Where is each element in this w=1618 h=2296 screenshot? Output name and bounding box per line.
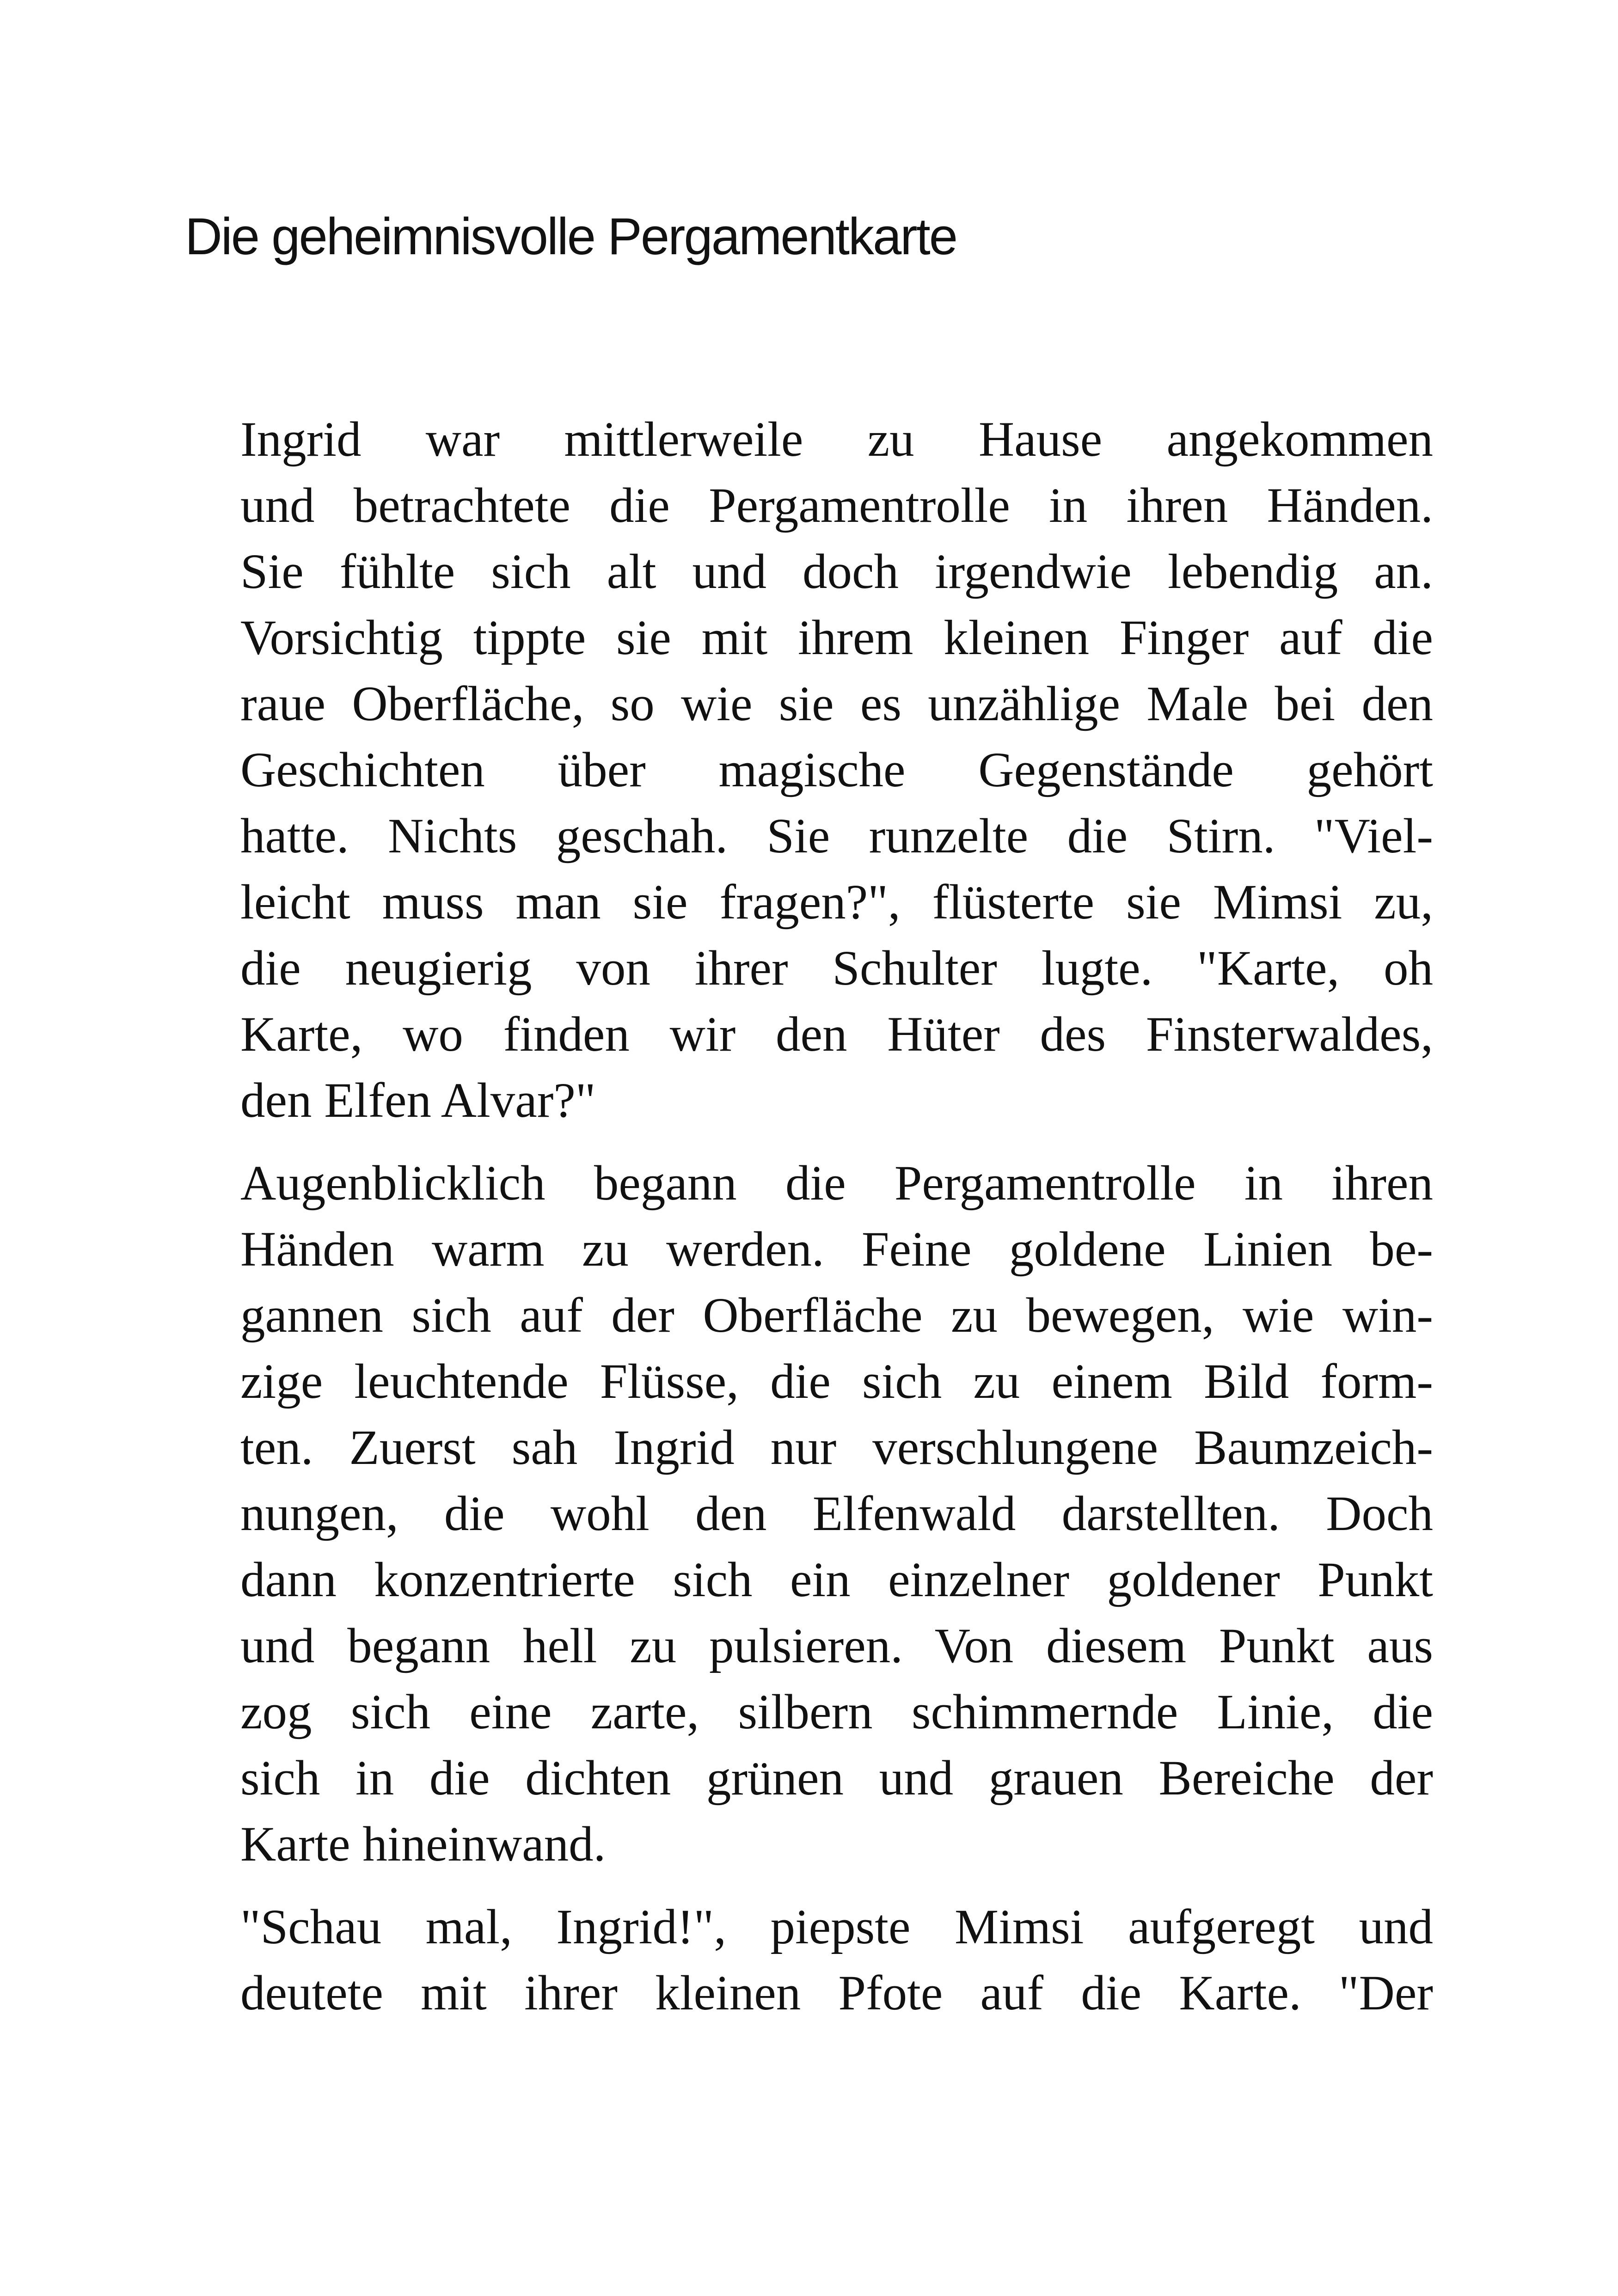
text-line: leicht muss man sie fragen?", flüsterte sie Mimsi zu, xyxy=(240,875,1433,930)
text-line: Augenblicklich begann die Pergamentrolle in ihren xyxy=(240,1156,1433,1211)
text-line: und begann hell zu pulsieren. Von diesem Punkt aus xyxy=(240,1619,1433,1673)
text-line: Vorsichtig tippte sie mit ihrem kleinen Finger auf die xyxy=(240,611,1433,665)
text-line: den Elfen Alvar?" xyxy=(240,1073,596,1128)
chapter-title: Die geheimnisvolle Pergamentkarte xyxy=(185,208,956,265)
text-line: und betrachtete die Pergamentrolle in ihren Händen. xyxy=(240,478,1433,533)
paragraph-1 xyxy=(185,407,1433,1134)
text-line: zog sich eine zarte, silbern schimmernde Linie, die xyxy=(240,1685,1433,1739)
chapter-body xyxy=(185,407,1433,2043)
paragraph-3 xyxy=(185,1894,1433,2027)
text-line: Sie fühlte sich alt und doch irgendwie lebendig an. xyxy=(240,545,1433,599)
text-line: Geschichten über magische Gegenstände gehört xyxy=(240,743,1433,797)
text-line: ten. Zuerst sah Ingrid nur verschlungene Baumzeich- xyxy=(240,1420,1433,1475)
paragraph-2 xyxy=(185,1151,1433,1878)
text-line: Karte hineinwand. xyxy=(240,1817,606,1872)
text-line: Karte, wo finden wir den Hüter des Finsterwaldes, xyxy=(240,1007,1433,1062)
text-line: hatte. Nichts geschah. Sie runzelte die Stirn. "Viel- xyxy=(240,809,1433,863)
text-line: deutete mit ihrer kleinen Pfote auf die Karte. "Der xyxy=(240,1966,1433,2020)
text-line: "Schau mal, Ingrid!", piepste Mimsi aufgeregt und xyxy=(240,1900,1433,1954)
text-line: nungen, die wohl den Elfenwald darstellten. Doch xyxy=(240,1487,1433,1541)
text-line: raue Oberfläche, so wie sie es unzählige Male bei den xyxy=(240,677,1433,731)
text-line: Händen warm zu werden. Feine goldene Linien be- xyxy=(240,1222,1433,1277)
text-line: sich in die dichten grünen und grauen Bereiche der xyxy=(240,1751,1433,1806)
text-line: gannen sich auf der Oberfläche zu bewegen, wie win- xyxy=(240,1288,1433,1343)
text-line: Ingrid war mittlerweile zu Hause angekommen xyxy=(240,412,1433,467)
text-line: dann konzentrierte sich ein einzelner goldener Punkt xyxy=(240,1553,1433,1607)
text-line: zige leuchtende Flüsse, die sich zu einem Bild form- xyxy=(240,1354,1433,1409)
text-line: die neugierig von ihrer Schulter lugte. "Karte, oh xyxy=(240,941,1433,996)
